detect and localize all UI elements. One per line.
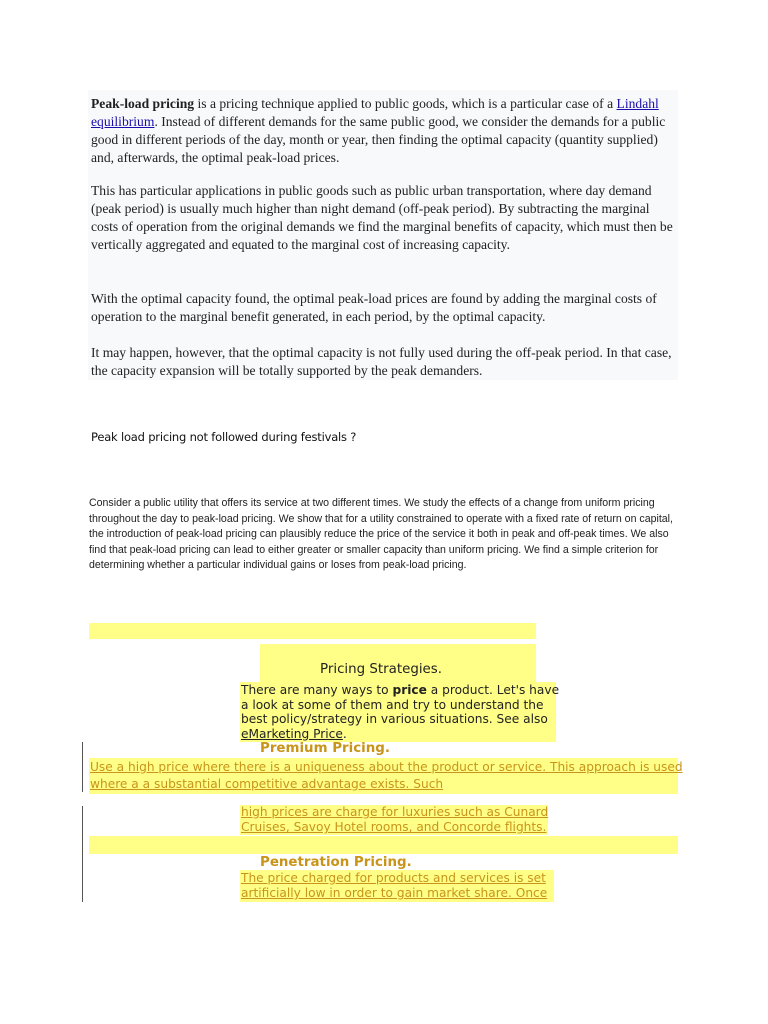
lindahl-equilibrium-link[interactable]: Lindahl equilibrium [91, 96, 659, 129]
emarketing-price-link[interactable]: eMarketing Price [241, 726, 343, 741]
p1-text-a: is a pricing technique applied to public goods, which is a particular case of a [194, 96, 617, 111]
penetration-pricing-line-1: The price charged for products and services is set [241, 871, 546, 885]
wiki-paragraph-1 [91, 95, 677, 167]
p1-text-b: . Instead of different demands for the same public good, we consider the demands for a public good in different periods of the day, month or year, then finding the optimal capacity (quantity supplied) and, afterwards, the optimal peak-load prices. [91, 114, 666, 165]
highlight-bar-top [89, 623, 536, 639]
wiki-excerpt [88, 90, 678, 380]
term-peak-load-pricing: Peak-load pricing [91, 96, 195, 111]
highlight-bar-mid [89, 836, 678, 854]
left-rule-2 [82, 806, 83, 902]
question-heading: Peak load pricing not followed during festivals ? [91, 430, 357, 444]
intro-bold-price: price [392, 683, 427, 697]
penetration-pricing-line-2: artificially low in order to gain market share. Once [241, 886, 548, 900]
premium-pricing-line-1: Use a high price where there is a uniqueness about the product or service. This approach is used [90, 760, 683, 774]
abstract-paragraph: Consider a public utility that offers its service at two different times. We study the effects of a change from uniform pricing throughout the day to peak-load pricing. We show that for a utility constrained to operate with a fixed rate of return on capital, the introduction of peak-load pricing can plausibly reduce the price of the service it both in peak and off-peak times. We also find that peak-load pricing can lead to either greater or smaller capacity than uniform pricing. We find a simple criterion for determining whether a particular individual gains or loses from peak-load pricing. [89, 497, 673, 571]
premium-pricing-cont-2: Cruises, Savoy Hotel rooms, and Concorde flights. [241, 820, 547, 834]
penetration-pricing-heading: Penetration Pricing. [260, 855, 412, 870]
premium-pricing-line-2: where a a substantial competitive advantage exists. Such [90, 777, 444, 791]
pricing-strategies-intro [241, 683, 561, 741]
intro-text-a: There are many ways to [241, 683, 393, 697]
wiki-paragraph-3: With the optimal capacity found, the optimal peak-load prices are found by adding the marginal costs of operation to the marginal benefit generated, in each period, by the optimal capacity. [91, 291, 657, 324]
premium-pricing-heading: Premium Pricing. [260, 741, 390, 756]
left-rule-1 [82, 742, 83, 792]
premium-pricing-cont-1: high prices are charge for luxuries such as Cunard [241, 805, 549, 819]
pricing-strategies-title: Pricing Strategies. [320, 662, 443, 677]
wiki-paragraph-4: It may happen, however, that the optimal capacity is not fully used during the off-peak period. In that case, the capacity expansion will be totally supported by the peak demanders. [91, 345, 672, 378]
intro-end: . [342, 726, 347, 741]
wiki-paragraph-2: This has particular applications in public goods such as public urban transportation, where day demand (peak period) is usually much higher than night demand (off-peak period). By subtracting the marginal costs of operation from the original demands we find the marginal benefits of capacity, which must then be vertically aggregated and equated to the marginal cost of increasing capacity. [91, 183, 673, 252]
intro-text-b: a product. Let's have a look at some of them and try to understand the best policy/strategy in various situations. See also [241, 683, 560, 726]
